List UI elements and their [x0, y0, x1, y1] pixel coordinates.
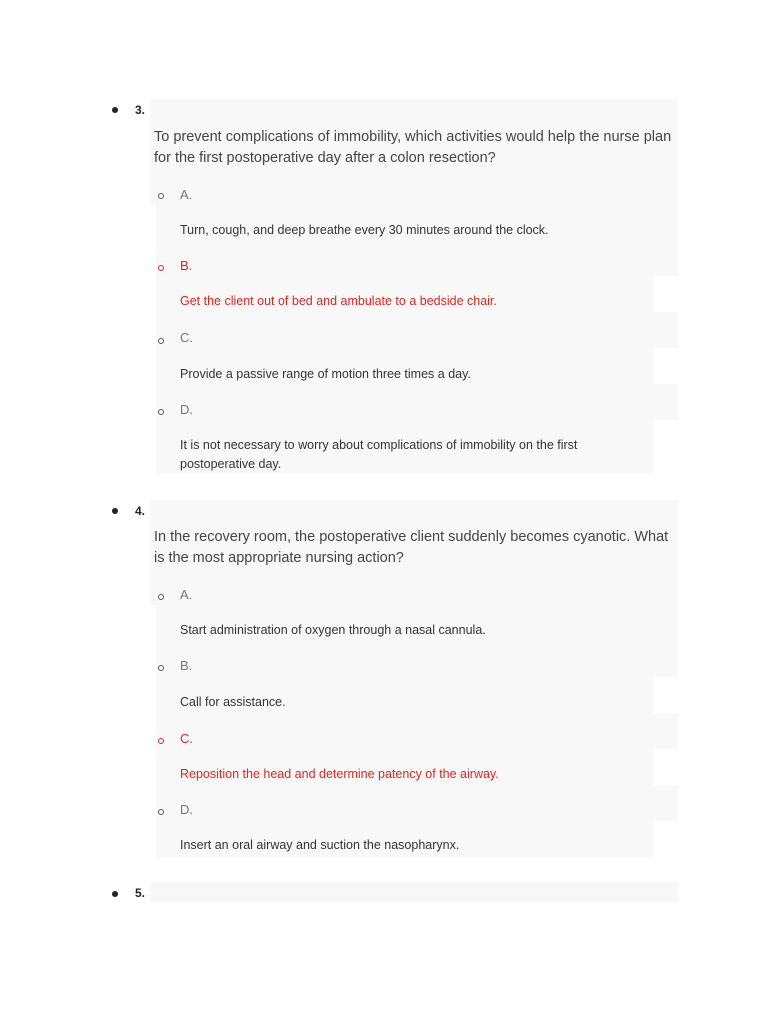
radio-circle-icon[interactable] — [158, 809, 164, 815]
option-text: Start administration of oxygen through a nasal cannula. — [180, 623, 486, 637]
option-text: Call for assistance. — [180, 695, 286, 709]
question-panel — [150, 882, 678, 902]
radio-circle-icon[interactable] — [158, 193, 164, 199]
option-letter: C. — [180, 731, 193, 746]
radio-circle-icon[interactable] — [158, 409, 164, 415]
option-text: Turn, cough, and deep breathe every 30 minutes around the clock. — [180, 223, 549, 237]
radio-circle-icon[interactable] — [158, 594, 164, 600]
option-letter: C. — [180, 330, 193, 345]
option-letter: B. — [180, 658, 193, 673]
radio-circle-icon[interactable] — [158, 338, 164, 344]
radio-circle-icon[interactable] — [158, 265, 164, 271]
option-text: Provide a passive range of motion three times a day. — [180, 367, 471, 381]
option-letter: D. — [180, 402, 193, 417]
radio-circle-icon[interactable] — [158, 665, 164, 671]
option-text: It is not necessary to worry about complications of immobility on the first postoperative day. — [180, 438, 578, 471]
option-letter: D. — [180, 802, 193, 817]
option-letter: B. — [180, 258, 193, 273]
question-text: To prevent complications of immobility, which activities would help the nurse plan for the first postoperative day after a colon resection? — [154, 129, 672, 166]
radio-circle-icon[interactable] — [158, 738, 164, 744]
question-number: 3. — [135, 103, 146, 117]
question-text: In the recovery room, the postoperative client suddenly becomes cyanotic. What is the most appropriate nursing action? — [154, 529, 669, 566]
question-number: 5. — [135, 886, 146, 900]
option-letter: A. — [180, 187, 193, 202]
question-bullet — [112, 508, 118, 514]
question-number: 4. — [135, 504, 146, 518]
question-bullet — [112, 107, 118, 113]
option-text: Reposition the head and determine patency of the airway. — [180, 767, 499, 781]
option-text: Insert an oral airway and suction the nasopharynx. — [180, 838, 460, 852]
question-bullet — [112, 891, 118, 897]
option-letter: A. — [180, 587, 193, 602]
option-text: Get the client out of bed and ambulate to a bedside chair. — [180, 294, 497, 308]
